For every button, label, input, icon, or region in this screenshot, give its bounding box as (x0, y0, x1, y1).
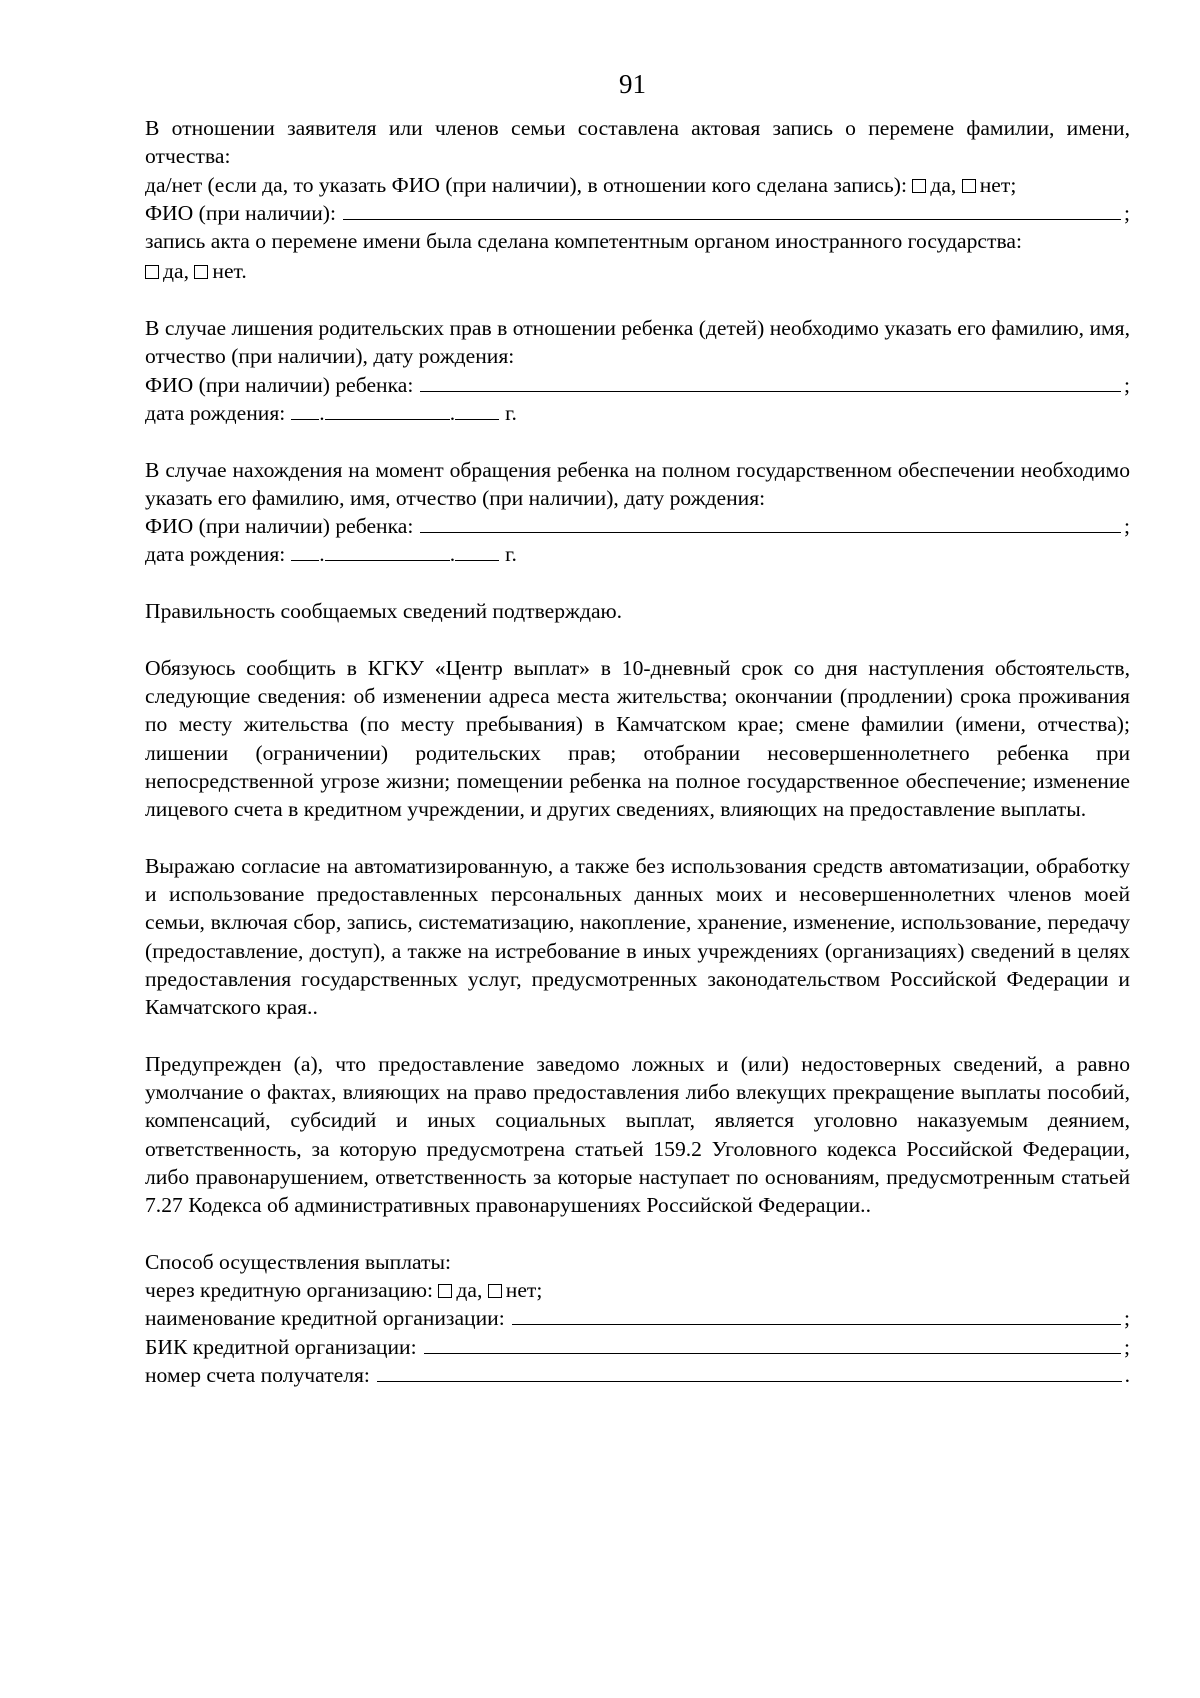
name-change-fio-field[interactable] (343, 200, 1121, 220)
state-support-dob-dot2: . (449, 542, 456, 567)
name-change-question-text: да/нет (если да, то указать ФИО (при наличии), в отношении кого сделана запись): (145, 172, 907, 197)
checkbox-payment-yes[interactable] (438, 1284, 452, 1298)
checkbox-yes[interactable] (912, 179, 926, 193)
warning-text: Предупрежден (а), что предоставление заведомо ложных и (или) недостоверных сведений, а равно умолчание о фактах, влияющих на право предоставления либо влекущих прекращение выплаты пособий, компенсаций, субсидий и иных социальных выплат, является уголовно наказуемым деянием, ответственность, за которую предусмотрена статьей 159.2 Уголовного кодекса Российской Федерации, либо правонарушением, ответственность за которые наступает по основаниям, предусмотренным статьей 7.27 Кодекса об административных правонарушениях Российской Федерации.. (145, 1051, 1130, 1218)
checkbox-payment-no-label: нет; (505, 1278, 543, 1303)
parental-rights-fio-line (145, 371, 1130, 399)
state-support-dob-label: дата рождения: (145, 542, 286, 567)
foreign-record-options (145, 257, 1130, 285)
state-support-dob-dot1: . (319, 542, 325, 567)
parental-rights-dob-day[interactable] (291, 400, 319, 420)
payment-via-credit-org (145, 1276, 1130, 1304)
payment-org-name-label: наименование кредитной организации: (145, 1306, 505, 1331)
payment-org-name-line (145, 1304, 1130, 1332)
state-support-dob-day[interactable] (291, 541, 319, 561)
name-change-fio-end: ; (1124, 200, 1130, 225)
payment-account-end: . (1124, 1363, 1130, 1388)
checkbox-payment-yes-label: да, (456, 1278, 483, 1303)
payment-org-name-field[interactable] (512, 1305, 1121, 1325)
state-support-fio-label: ФИО (при наличии) ребенка: (145, 514, 414, 539)
parental-rights-dob-dot2: . (449, 400, 456, 425)
name-change-intro: В отношении заявителя или членов семьи составлена актовая запись о перемене фамилии, имени, отчества: (145, 116, 1130, 169)
confirm-text: Правильность сообщаемых сведений подтверждаю. (145, 599, 623, 624)
page-number: 91 (619, 69, 646, 99)
parental-rights-dob-line (145, 399, 1130, 427)
obligation-text: Обязуюсь сообщить в КГКУ «Центр выплат» в 10-дневный срок со дня наступления обстоятельств, следующие сведения: об изменении адреса места жительства; окончании (продлении) срока проживания по месту жительства (по месту пребывания) в Камчатском крае; смене фамилии (имени, отчества); лишении (ограничении) родительских прав; отобрании несовершеннолетнего ребенка при непосредственной угрозе жизни; помещении ребенка на полное государственное обеспечение; изменение лицевого счета в кредитном учреждении, и других сведениях, влияющих на предоставление выплаты. (145, 655, 1130, 822)
checkbox-foreign-yes-label: да, (163, 259, 189, 284)
name-change-fio-line (145, 199, 1130, 227)
state-support-fio-end: ; (1124, 514, 1130, 539)
checkbox-no[interactable] (962, 179, 976, 193)
state-support-dob-line (145, 540, 1130, 568)
parental-rights-fio-label: ФИО (при наличии) ребенка: (145, 372, 414, 397)
checkbox-foreign-no-label: нет. (212, 259, 247, 284)
checkbox-foreign-no[interactable] (194, 265, 208, 279)
parental-rights-dob-suffix: г. (505, 400, 517, 425)
parental-rights-dob-label: дата рождения: (145, 400, 286, 425)
parental-rights-fio-end: ; (1124, 372, 1130, 397)
state-support-dob-year[interactable] (455, 541, 499, 561)
state-support-dob-suffix: г. (505, 542, 517, 567)
foreign-record-text: запись акта о перемене имени была сделана компетентным органом иностранного государства: (145, 229, 1022, 254)
state-support-fio-line (145, 512, 1130, 540)
checkbox-yes-label: да, (930, 172, 957, 197)
parental-rights-fio-field[interactable] (420, 372, 1121, 392)
state-support-fio-field[interactable] (420, 513, 1121, 533)
state-support-intro: В случае нахождения на момент обращения ребенка на полном государственном обеспечении необходимо указать его фамилию, имя, отчество (при наличии), дату рождения: (145, 457, 1130, 510)
payment-title: Способ осуществления выплаты: (145, 1249, 451, 1274)
payment-account-field[interactable] (377, 1362, 1122, 1382)
payment-bik-field[interactable] (424, 1334, 1121, 1354)
name-change-question (145, 171, 1130, 199)
parental-rights-intro: В случае лишения родительских прав в отношении ребенка (детей) необходимо указать его фамилию, имя, отчество (при наличии), дату рождения: (145, 316, 1130, 369)
payment-bik-line (145, 1333, 1130, 1361)
payment-org-name-end: ; (1124, 1306, 1130, 1331)
payment-bik-end: ; (1124, 1334, 1130, 1359)
consent-text: Выражаю согласие на автоматизированную, а также без использования средств автоматизации, обработку и использование предоставленных персональных данных моих и несовершеннолетних членов моей семьи, включая сбор, запись, систематизацию, накопление, хранение, изменение, использование, передачу (предоставление, доступ), а также на истребование в иных учреждениях (организациях) сведений в целях предоставления государственных услуг, предусмотренных законодательством Российской Федерации и Камчатского края.. (145, 853, 1130, 1020)
state-support-dob-month[interactable] (325, 541, 450, 561)
parental-rights-dob-year[interactable] (455, 400, 499, 420)
payment-account-line (145, 1361, 1130, 1389)
payment-via-credit-org-label: через кредитную организацию: (145, 1278, 433, 1303)
name-change-fio-label: ФИО (при наличии): (145, 200, 336, 225)
document-body (145, 114, 1130, 1389)
payment-account-label: номер счета получателя: (145, 1363, 370, 1388)
payment-bik-label: БИК кредитной организации: (145, 1334, 417, 1359)
checkbox-no-label: нет; (979, 172, 1017, 197)
parental-rights-dob-month[interactable] (325, 400, 450, 420)
checkbox-payment-no[interactable] (488, 1284, 502, 1298)
parental-rights-dob-dot1: . (319, 400, 325, 425)
checkbox-foreign-yes[interactable] (145, 265, 159, 279)
